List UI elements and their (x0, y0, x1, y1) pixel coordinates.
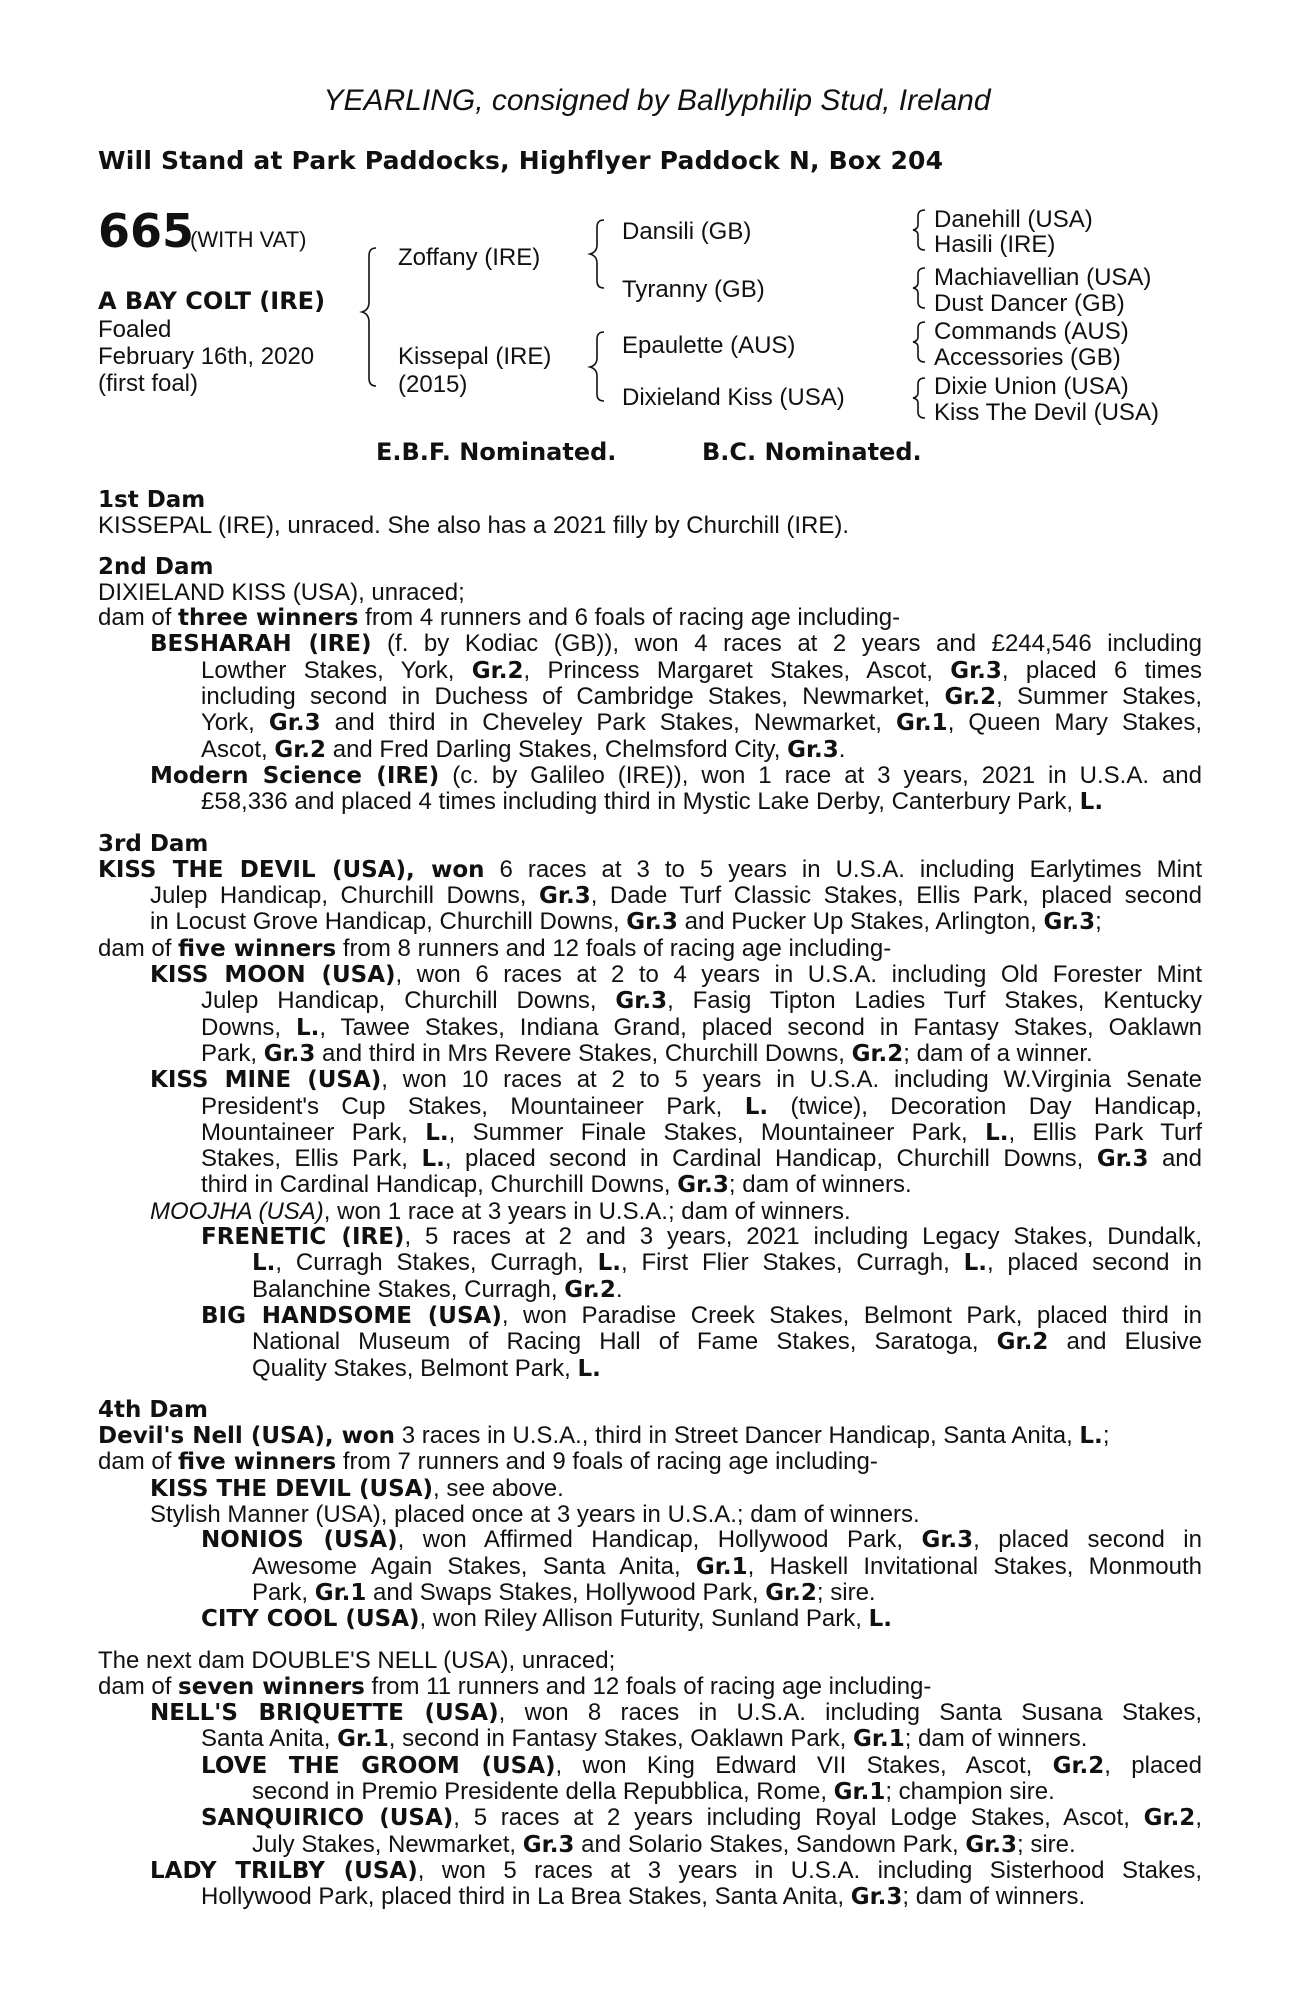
bold-text: KISS MINE (USA) (150, 1067, 382, 1094)
bold-text: KISS THE DEVIL (USA), won (98, 856, 485, 883)
bold-text: Gr.2 (274, 736, 327, 763)
text-run: and (1148, 1145, 1202, 1173)
text-line (98, 684, 1202, 710)
text-run: , Curragh Stakes, Curragh, (275, 1249, 598, 1277)
text-line (98, 1120, 1202, 1146)
text-run: , placed (1104, 1751, 1203, 1779)
bold-text: SANQUIRICO (USA) (201, 1805, 454, 1832)
text-run: Quality Stakes, Belmont Park, (252, 1354, 578, 1382)
text-run: Park, (201, 1039, 264, 1067)
text-line (98, 1753, 1202, 1779)
text-run: ; (1095, 908, 1102, 936)
vat-note: (WITH VAT) (190, 227, 307, 252)
text-run: , placed 6 times (1001, 656, 1202, 684)
bold-text: three winners (178, 605, 359, 632)
bold-text: Gr.3 (626, 909, 678, 936)
bold-text: Gr.3 (615, 988, 668, 1015)
text-line (98, 710, 1202, 736)
text-line (98, 1277, 1202, 1303)
text-run: , placed second in (973, 1526, 1202, 1554)
text-run: , Tawee Stakes, Indiana Grand, placed second in Fantasy Stakes, Oaklawn (319, 1013, 1203, 1041)
bold-text: seven winners (178, 1673, 365, 1700)
text-run: Awesome Again Stakes, Santa Anita, (252, 1552, 696, 1580)
text-line (98, 883, 1202, 909)
ancestor-hasili: Hasili (IRE) (934, 231, 1056, 258)
next-dam-section (98, 1648, 1202, 1910)
text-run: , won King Edward VII Stakes, Ascot, (555, 1751, 1053, 1779)
bold-text: Gr.2 (564, 1276, 616, 1303)
bold-text: L. (421, 1146, 445, 1173)
text-run: ; champion sire. (885, 1777, 1055, 1805)
bracket-first-gen (362, 248, 376, 386)
3rd-dam-section (98, 832, 1202, 1382)
text-run: , Dade Turf Classic Stakes, Ellis Park, placed second (590, 882, 1202, 910)
text-run: and Fred Darling Stakes, Chelmsford City, (326, 735, 788, 763)
bold-text: Gr.3 (1043, 909, 1096, 936)
bold-text: L. (744, 1093, 769, 1120)
bold-text: BIG HANDSOME (USA) (201, 1302, 502, 1329)
text-line (98, 658, 1202, 684)
bold-text: Devil's Nell (USA), won (98, 1423, 396, 1450)
text-run: ; sire. (1017, 1830, 1076, 1858)
bold-text: Gr.3 (263, 1040, 316, 1067)
text-run: from 4 runners and 6 foals of racing age including- (358, 604, 901, 632)
text-run: 6 races at 3 to 5 years in U.S.A. including Earlytimes Mint (484, 855, 1202, 883)
bracket-sire-line (590, 220, 604, 288)
text-run: , won 6 races at 2 to 4 years in U.S.A. including Old Forester Mint (395, 961, 1202, 989)
text-run: ; (1102, 1422, 1110, 1450)
text-line (98, 936, 1202, 962)
text-run: July Stakes, Newmarket, (252, 1830, 523, 1858)
text-run: from 11 runners and 12 foals of racing age including- (364, 1672, 932, 1700)
text-run: , second in Fantasy Stakes, Oaklawn Park, (388, 1725, 854, 1753)
bold-text: KISS MOON (USA) (150, 962, 396, 989)
bold-text: Gr.3 (677, 1172, 729, 1199)
bold-text: BESHARAH (IRE) (150, 631, 372, 658)
text-line (98, 909, 1202, 935)
bold-text: Gr.3 (787, 736, 839, 763)
dam-year: (2015) (398, 371, 468, 398)
text-line (98, 1146, 1202, 1172)
text-line (98, 605, 1202, 631)
text-line (98, 1224, 1202, 1250)
sire-name: Zoffany (IRE) (398, 244, 541, 271)
bold-text: L. (868, 1606, 892, 1633)
text-line (98, 857, 1202, 883)
lot-title: A BAY COLT (IRE) (98, 287, 326, 315)
text-run: President's Cup Stakes, Mountaineer Park, (201, 1092, 745, 1120)
text-run: dam of (98, 604, 179, 632)
bracket-dam-line (590, 332, 604, 401)
text-line (98, 789, 1202, 815)
text-run: ; dam of winners. (904, 1725, 1088, 1753)
text-run: , First Flier Stakes, Curragh, (620, 1249, 964, 1277)
text-line (98, 1041, 1202, 1067)
text-line (98, 1884, 1202, 1910)
text-line (98, 580, 1202, 605)
bracket-danehill (913, 210, 925, 250)
text-line (98, 631, 1202, 657)
text-line (98, 1303, 1202, 1329)
section-heading: 3rd Dam (98, 830, 209, 857)
text-line (98, 1805, 1202, 1831)
bold-text: Gr.2 (1143, 1805, 1196, 1832)
bold-text: Gr.1 (853, 1726, 905, 1753)
bold-text: Gr.1 (337, 1726, 389, 1753)
text-line (98, 1250, 1202, 1276)
text-run: and Pucker Up Stakes, Arlington, (677, 908, 1044, 936)
bold-text: NELL'S BRIQUETTE (USA) (150, 1700, 499, 1727)
text-run: from 7 runners and 9 foals of racing age including- (336, 1448, 878, 1476)
2nd-dam-section (98, 555, 1202, 816)
text-line (98, 1674, 1202, 1700)
text-run: dam of (98, 934, 179, 962)
bracket-dixie-union (913, 378, 925, 418)
text-run: and Elusive (1048, 1328, 1203, 1356)
bold-text: Gr.2 (471, 657, 524, 684)
text-run: (c. by Galileo (IRE)), won 1 race at 3 years, 2021 in U.S.A. and (439, 761, 1202, 789)
text-line (98, 1449, 1202, 1475)
bold-text: Gr.2 (1052, 1752, 1105, 1779)
text-line (98, 1356, 1202, 1382)
text-run: , won Paradise Creek Stakes, Belmont Park, placed third in (501, 1301, 1202, 1329)
bold-text: Gr.3 (522, 1831, 575, 1858)
text-line (98, 513, 1202, 538)
text-line (98, 1329, 1202, 1355)
text-run: , Queen Mary Stakes, (947, 709, 1202, 737)
text-line (98, 1554, 1202, 1580)
text-run: , (1195, 1804, 1202, 1832)
text-line (98, 1580, 1202, 1606)
bold-text: five winners (178, 935, 337, 962)
text-run: and Solario Stakes, Sandown Park, (574, 1830, 966, 1858)
text-run: Hollywood Park, placed third in La Brea Stakes, Santa Anita, (201, 1883, 851, 1911)
text-run: , won 1 race at 3 years in U.S.A.; dam of winners. (323, 1197, 851, 1225)
bold-text: L. (963, 1250, 988, 1277)
text-run: (twice), Decoration Day Handicap, (768, 1092, 1203, 1120)
bold-text: Gr.3 (268, 710, 321, 737)
text-line (98, 1606, 1202, 1632)
text-run: , placed second in Cardinal Handicap, Churchill Downs, (444, 1145, 1097, 1173)
text-run: KISSEPAL (IRE), unraced. She also has a 2021 filly by Churchill (IRE). (98, 512, 849, 540)
4th-dam-section (98, 1398, 1202, 1633)
bold-text: CITY COOL (USA) (201, 1606, 420, 1633)
ancestor-accessories: Accessories (GB) (934, 344, 1121, 371)
text-run: Downs, (201, 1013, 296, 1041)
text-run: Lowther Stakes, York, (201, 656, 472, 684)
sire-dam: Tyranny (GB) (622, 276, 765, 303)
bold-text: Gr.2 (765, 1579, 817, 1606)
section-heading: 2nd Dam (98, 553, 214, 580)
text-run: , won 10 races at 2 to 5 years in U.S.A. including W.Virginia Senate (381, 1066, 1203, 1094)
text-run: , won Riley Allison Futurity, Sunland Park, (419, 1605, 869, 1633)
text-line (98, 1527, 1202, 1553)
text-run: Stylish Manner (USA), placed once at 3 years in U.S.A.; dam of winners. (150, 1500, 920, 1528)
text-line (98, 1015, 1202, 1041)
text-run: including second in Duchess of Cambridge Stakes, Newmarket, (201, 683, 945, 711)
text-run: York, (201, 709, 269, 737)
bracket-machiavellian (913, 268, 925, 308)
text-run: third in Cardinal Handicap, Churchill Downs, (201, 1171, 678, 1199)
consignor-header: YEARLING, consigned by Ballyphilip Stud, Ireland (323, 84, 991, 117)
text-run: , 5 races at 2 years including Royal Lodge Stakes, Ascot, (453, 1804, 1144, 1832)
text-run: ; dam of a winner. (903, 1039, 1093, 1067)
text-run: Santa Anita, (201, 1725, 338, 1753)
text-run: Balanchine Stakes, Curragh, (252, 1275, 565, 1303)
ancestor-dixie-union: Dixie Union (USA) (934, 373, 1129, 400)
bold-text: Gr.1 (833, 1778, 886, 1805)
bold-text: Gr.1 (695, 1553, 748, 1580)
1st-dam-section (98, 488, 1202, 539)
bold-text: five winners (178, 1449, 337, 1476)
text-run: Park, (252, 1578, 315, 1606)
bold-text: L. (985, 1119, 1009, 1146)
text-run: , see above. (433, 1474, 564, 1502)
text-run: , Ellis Park Turf (1008, 1118, 1202, 1146)
bold-text: L. (577, 1355, 601, 1382)
text-run: DIXIELAND KISS (USA), unraced; (98, 578, 465, 606)
bold-text: FRENETIC (IRE) (201, 1224, 405, 1251)
text-run: , 5 races at 2 and 3 years, 2021 including Legacy Stakes, Dundalk, (404, 1223, 1202, 1251)
text-run: (f. by Kodiac (GB)), won 4 races at 2 years and £244,546 including (371, 630, 1202, 658)
text-run: The next dam DOUBLE'S NELL (USA), unraced; (98, 1647, 616, 1675)
text-line (98, 962, 1202, 988)
bold-text: Gr.2 (996, 1329, 1049, 1356)
bold-text: L. (252, 1250, 276, 1277)
text-run: . (838, 735, 846, 763)
text-run: Mountaineer Park, (201, 1118, 426, 1146)
foaled-label: Foaled (98, 316, 172, 343)
bold-text: L. (425, 1119, 449, 1146)
text-line (98, 763, 1202, 789)
ancestor-machiavellian: Machiavellian (USA) (934, 264, 1152, 291)
text-run: , won 5 races at 3 years in U.S.A. including Sisterhood Stakes, (417, 1856, 1202, 1884)
text-run: and third in Mrs Revere Stakes, Churchill Downs, (315, 1039, 852, 1067)
family-history (98, 488, 1202, 1926)
bold-text: Gr.3 (1096, 1146, 1149, 1173)
text-line (98, 1172, 1202, 1198)
italic-text: MOOJHA (USA) (150, 1197, 324, 1225)
bold-text: L. (1079, 789, 1104, 816)
text-run: Stakes, Ellis Park, (201, 1145, 422, 1173)
sire-sire: Dansili (GB) (622, 218, 752, 245)
text-run: 3 races in U.S.A., third in Street Dancer Handicap, Santa Anita, (395, 1422, 1080, 1450)
foal-note: (first foal) (98, 370, 199, 397)
text-line (98, 988, 1202, 1014)
text-run: Julep Handicap, Churchill Downs, (201, 987, 616, 1015)
ancestor-dust-dancer: Dust Dancer (GB) (934, 290, 1125, 317)
text-line (98, 1726, 1202, 1752)
text-run: , Haskell Invitational Stakes, Monmouth (747, 1552, 1202, 1580)
bold-text: NONIOS (USA) (201, 1527, 398, 1554)
section-heading: 1st Dam (98, 487, 206, 513)
text-run: , Fasig Tipton Ladies Turf Stakes, Kentucky (667, 987, 1202, 1015)
dam-name: Kissepal (IRE) (398, 343, 552, 370)
text-run: , Princess Margaret Stakes, Ascot, (523, 656, 951, 684)
dam-dam: Dixieland Kiss (USA) (622, 384, 845, 411)
bold-text: Gr.1 (896, 710, 948, 737)
text-run: Julep Handicap, Churchill Downs, (150, 882, 540, 910)
text-run: ; dam of winners. (728, 1171, 912, 1199)
lot-number: 665 (98, 204, 195, 258)
bold-text: Gr.2 (944, 684, 997, 711)
bold-text: Gr.1 (314, 1579, 367, 1606)
text-line (98, 1476, 1202, 1502)
text-run: National Museum of Racing Hall of Fame Stakes, Saratoga, (252, 1328, 997, 1356)
section-heading: 4th Dam (98, 1396, 208, 1423)
text-line (98, 1700, 1202, 1726)
text-line (98, 1502, 1202, 1527)
bold-text: Gr.3 (850, 1884, 903, 1911)
text-run: . (615, 1275, 623, 1303)
bold-text: L. (1079, 1423, 1103, 1450)
bold-text: Modern Science (IRE) (150, 762, 440, 789)
text-line (98, 737, 1202, 763)
text-run: dam of (98, 1448, 179, 1476)
bold-text: Gr.3 (965, 1831, 1018, 1858)
text-run: dam of (98, 1672, 179, 1700)
text-line (98, 1832, 1202, 1858)
bold-text: Gr.2 (851, 1040, 904, 1067)
bc-nomination: B.C. Nominated. (702, 438, 922, 466)
text-run: and third in Cheveley Park Stakes, Newmarket, (320, 709, 896, 737)
text-line (98, 1067, 1202, 1093)
bold-text: Gr.3 (539, 883, 591, 910)
text-run: second in Premio Presidente della Repubblica, Rome, (252, 1777, 834, 1805)
ebf-nomination: E.B.F. Nominated. (376, 438, 617, 466)
bold-text: L. (295, 1014, 320, 1041)
text-line (98, 1094, 1202, 1120)
bold-text: LADY TRILBY (USA) (150, 1857, 418, 1884)
text-run: from 8 runners and 12 foals of racing age including- (336, 934, 892, 962)
ancestor-commands: Commands (AUS) (934, 318, 1129, 345)
text-run: , Summer Finale Stakes, Mountaineer Park, (448, 1118, 986, 1146)
dam-sire: Epaulette (AUS) (622, 332, 796, 359)
text-line (98, 1858, 1202, 1884)
bold-text: KISS THE DEVIL (USA) (150, 1475, 434, 1502)
text-run: ; sire. (816, 1578, 876, 1606)
text-line (98, 1199, 1202, 1224)
text-run: Ascot, (201, 735, 275, 763)
text-line (98, 1423, 1202, 1449)
text-run: in Locust Grove Handicap, Churchill Downs, (150, 908, 627, 936)
ancestor-danehill: Danehill (USA) (934, 206, 1093, 233)
text-run: , placed second in (987, 1249, 1203, 1277)
text-run: ; dam of winners. (902, 1883, 1086, 1911)
bold-text: L. (597, 1250, 621, 1277)
text-run: , Summer Stakes, (996, 683, 1202, 711)
text-line (98, 1779, 1202, 1805)
bracket-commands (913, 322, 925, 362)
foaled-date: February 16th, 2020 (98, 343, 315, 370)
bold-text: Gr.3 (921, 1527, 974, 1554)
text-line (98, 1648, 1202, 1673)
text-run: £58,336 and placed 4 times including third in Mystic Lake Derby, Canterbury Park, (201, 788, 1080, 816)
text-run: and Swaps Stakes, Hollywood Park, (366, 1578, 766, 1606)
text-run: , won 8 races in U.S.A. including Santa Susana Stakes, (498, 1699, 1202, 1727)
bold-text: Gr.3 (950, 657, 1002, 684)
stand-location: Will Stand at Park Paddocks, Highflyer Paddock N, Box 204 (98, 146, 944, 175)
bold-text: LOVE THE GROOM (USA) (201, 1752, 556, 1779)
text-run: , won Affirmed Handicap, Hollywood Park, (397, 1526, 922, 1554)
ancestor-kiss-the-devil: Kiss The Devil (USA) (934, 399, 1159, 426)
